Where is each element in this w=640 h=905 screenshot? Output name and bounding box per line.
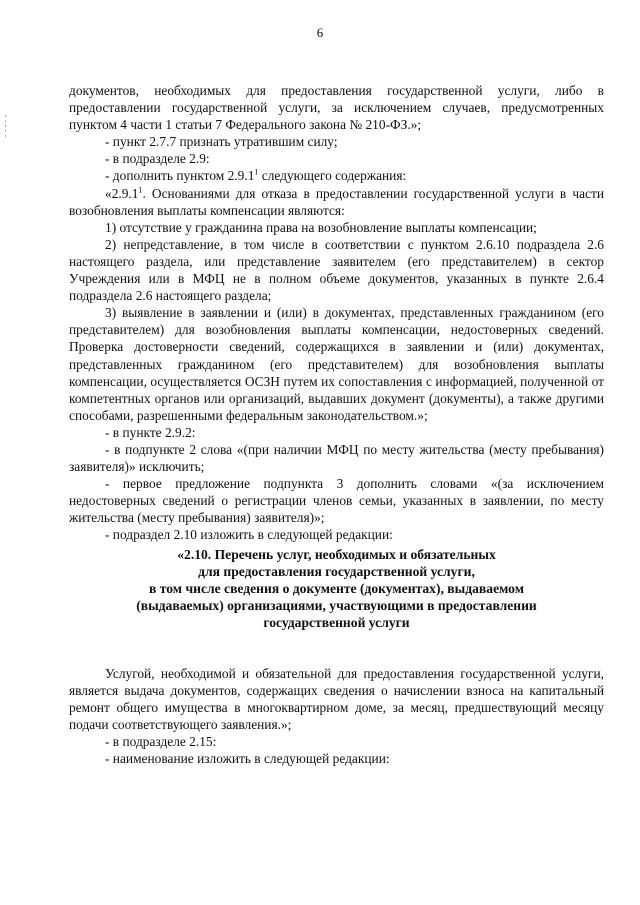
paragraph: документов, необходимых для предоставления государственной услуги, либо в предоставлении государственной услуги, за исключением случаев, предусмотренных пунктом 4 части 1 статьи 7 Федерального закона № 210-ФЗ.»; xyxy=(69,83,604,133)
paragraph xyxy=(69,185,604,219)
paragraph: - первое предложение подпункта 3 дополнить словами «(за исключением недостоверных сведений о регистрации членов семьи, указанных в заявлении, по месту жительства (месту пребывания) заявителя)»; xyxy=(69,476,604,526)
superscript: 1 xyxy=(254,168,259,177)
paragraph: - в подразделе 2.9: xyxy=(105,151,210,167)
paragraph: - наименование изложить в следующей редакции: xyxy=(105,751,390,766)
paragraph: Услугой, необходимой и обязательной для предоставления государственной услуги, является выдача документов, содержащих сведения о начислении взноса на капитальный ремонт общего имущества в многоквартирном доме, за месяц, предшествующий месяцу подачи соответствующего заявления.»; xyxy=(69,665,604,732)
text-run: следующего содержания: xyxy=(258,168,407,184)
page-number: 6 xyxy=(316,25,324,40)
heading-line: в том числе сведения о документе (документах), выдаваемом xyxy=(149,580,524,596)
paragraph xyxy=(69,167,604,184)
margin-marks xyxy=(5,115,7,147)
paragraph: - в подпункте 2 слова «(при наличии МФЦ по месту жительства (месту пребывания) заявителя)» исключить; xyxy=(69,441,604,475)
superscript: 1 xyxy=(138,185,143,195)
paragraph: - в подразделе 2.15: xyxy=(105,733,217,749)
section-heading xyxy=(69,546,604,631)
heading-line: для предоставления государственной услуги, xyxy=(198,563,475,579)
paragraph: - в пункте 2.9.2: xyxy=(105,424,196,440)
paragraph: - подраздел 2.10 изложить в следующей редакции: xyxy=(105,527,393,543)
heading-line: государственной услуги xyxy=(263,614,410,630)
paragraph: - пункт 2.7.7 признать утратившим силу; xyxy=(105,134,338,150)
text-run: . Основаниями для отказа в предоставлении государственной услуги в части возобновления выплаты компенсации являются: xyxy=(69,185,604,218)
paragraph: 3) выявление в заявлении и (или) в документах, представленных гражданином (его представителем) для возобновления выплаты компенсации, недостоверных сведений. Проверка достоверности сведений, содержащихся в заявлении и (или) документах, представленных гражданином (его представителем) для возобновления выплаты компенсации, осуществляется ОСЗН путем их сопоставления с информацией, полученной от компетентных органов или организаций, выдавших документ (документы), а также другими способами, разрешенными федеральным законодательством.»; xyxy=(69,305,604,423)
document-body xyxy=(69,82,604,767)
text-run: «2.9.1 xyxy=(105,185,139,201)
heading-line: (выдаваемых) организациями, участвующими в предоставлении xyxy=(136,597,537,613)
paragraph: 2) непредставление, в том числе в соответствии с пунктом 2.6.10 подраздела 2.6 настоящего раздела, или представление заявителем (его представителем) в сектор Учреждения или в МФЦ не в полном объеме документов, указанных в пункте 2.6.4 подраздела 2.6 настоящего раздела; xyxy=(69,236,604,304)
text-run: - дополнить пунктом 2.9.1 xyxy=(105,168,255,184)
heading-line: «2.10. Перечень услуг, необходимых и обязательных xyxy=(177,546,496,562)
paragraph: 1) отсутствие у гражданина права на возобновление выплаты компенсации; xyxy=(105,219,537,235)
